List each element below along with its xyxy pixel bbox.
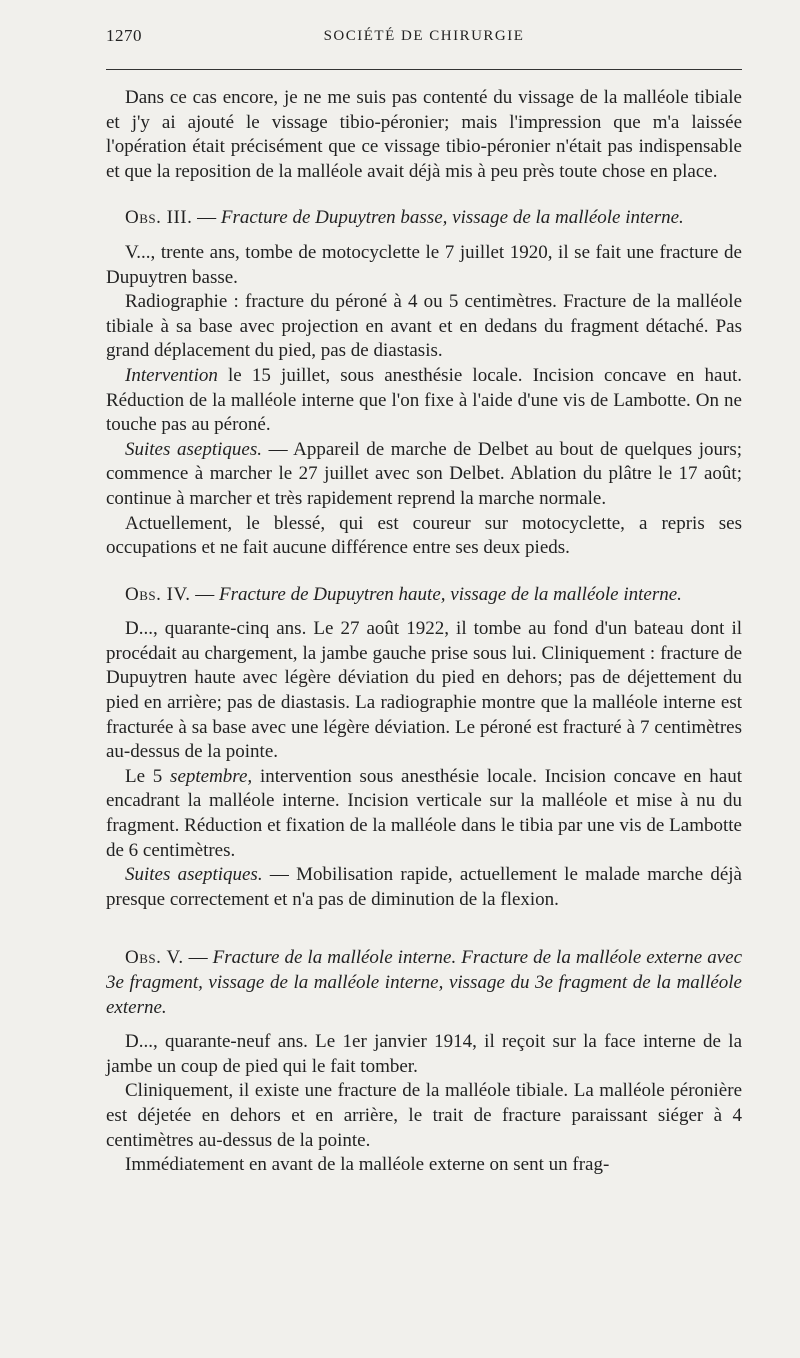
paragraph: Dans ce cas encore, je ne me suis pas contenté du vissage de la malléole tibiale et j'y ai ajouté le vissage tibio-péronier; mais l'impression que m'a laissée l'opération était précisément que ce vissage tibio-péronier n'était pas indispensable et que la reposition de la malléole avait déjà mis à peu près toute chose en place. xyxy=(106,87,742,182)
paragraph xyxy=(106,863,742,912)
paragraph-lead: Suites aseptiques. xyxy=(125,438,262,460)
page-number: 1270 xyxy=(106,26,142,45)
observation-label: Obs. IV. xyxy=(125,583,191,605)
observation-title: Fracture de la malléole interne. Fracture de la malléole externe avec 3e fragment, vissage de la malléole interne, vissage du 3e fragment de la malléole externe. xyxy=(106,947,743,1018)
paragraph: Immédiatement en avant de la malléole externe on sent un frag- xyxy=(125,1154,610,1176)
paragraph xyxy=(106,438,742,512)
paragraph-text: — Appareil de marche de Delbet au bout de quelques jours; commence à marcher le 27 juillet avec son Delbet. Ablation du plâtre le 17 août; continue à marcher et très rapidement reprend la marche normale. xyxy=(106,438,743,509)
paragraph: D..., quarante-neuf ans. Le 1er janvier 1914, il reçoit sur la face interne de la jambe un coup de pied qui le fait tomber. xyxy=(106,1031,742,1077)
observation-label: Obs. III. xyxy=(125,207,193,229)
running-title: SOCIÉTÉ DE CHIRURGIE xyxy=(323,28,525,44)
paragraph-text: — Mobilisation rapide, actuellement le malade marche déjà presque correctement et n'a pas de diminution de la flexion. xyxy=(106,864,742,910)
observation-heading: Obs. III. — Fracture de Dupuytren basse, vissage de la malléole interne. xyxy=(125,207,684,229)
page-header xyxy=(106,26,742,52)
paragraph: Cliniquement, il existe une fracture de la malléole tibiale. La malléole péronière est déjetée en dehors et en arrière, le trait de fracture paraissant siéger à 4 centimètres au-dessus de la pointe. xyxy=(106,1080,742,1151)
paragraph-text: Le 5 xyxy=(125,765,163,787)
paragraph: V..., trente ans, tombe de motocyclette le 7 juillet 1920, il se fait une fracture de Dupuytren basse. xyxy=(106,241,742,288)
observation-heading: Obs. V. — Fracture de la malléole interne. Fracture de la malléole externe avec 3e fragment, vissage de la malléole interne, vissage du 3e fragment de la malléole externe. xyxy=(106,947,743,1018)
paragraph-italic: septembre, xyxy=(170,765,253,787)
paragraph xyxy=(106,364,742,438)
paragraph: D..., quarante-cinq ans. Le 27 août 1922, il tombe au fond d'un bateau dont il procédait au chargement, la jambe gauche prise sous lui. Cliniquement : fracture de Dupuytren haute avec légère déviation du pied en dehors; pas de déjettement du pied en arrière; pas de diastasis. La radiographie montre que la malléole interne est fracturée à sa base avec une légère déviation. Le péroné est fracturé à 7 centimètres au-dessus de la pointe. xyxy=(106,618,742,763)
paragraph: Actuellement, le blessé, qui est coureur sur motocyclette, a repris ses occupations et ne fait aucune différence entre ses deux pieds. xyxy=(106,512,742,559)
observation-title: Fracture de Dupuytren basse, vissage de la malléole interne. xyxy=(220,207,684,229)
paragraph-lead: Intervention xyxy=(125,364,218,386)
paragraph-text: intervention sous anesthésie locale. Incision concave en haut encadrant la malléole interne. Incision verticale sur la malléole et mise à nu du fragment. Réduction et fixation de la malléole dans le tibia par une vis de Lambotte de 6 centimètres. xyxy=(106,765,743,861)
paragraph-text: le 15 juillet, sous anesthésie locale. Incision concave en haut. Réduction de la malléole interne que l'on fixe à l'aide d'une vis de Lambotte. On ne touche pas au péroné. xyxy=(106,364,742,436)
header-rule xyxy=(106,69,742,70)
paragraph: Radiographie : fracture du péroné à 4 ou 5 centimètres. Fracture de la malléole tibiale à sa base avec projection en avant et en dedans du fragment détaché. Pas grand déplacement du pied, pas de diastasis. xyxy=(106,291,742,362)
observation-title: Fracture de Dupuytren haute, vissage de la malléole interne. xyxy=(218,583,682,605)
paragraph xyxy=(106,765,742,863)
paragraph-lead: Suites aseptiques. xyxy=(125,864,263,886)
observation-heading: Obs. IV. — Fracture de Dupuytren haute, vissage de la malléole interne. xyxy=(125,583,682,605)
observation-label: Obs. V. xyxy=(125,947,184,969)
page-body xyxy=(106,86,742,1178)
